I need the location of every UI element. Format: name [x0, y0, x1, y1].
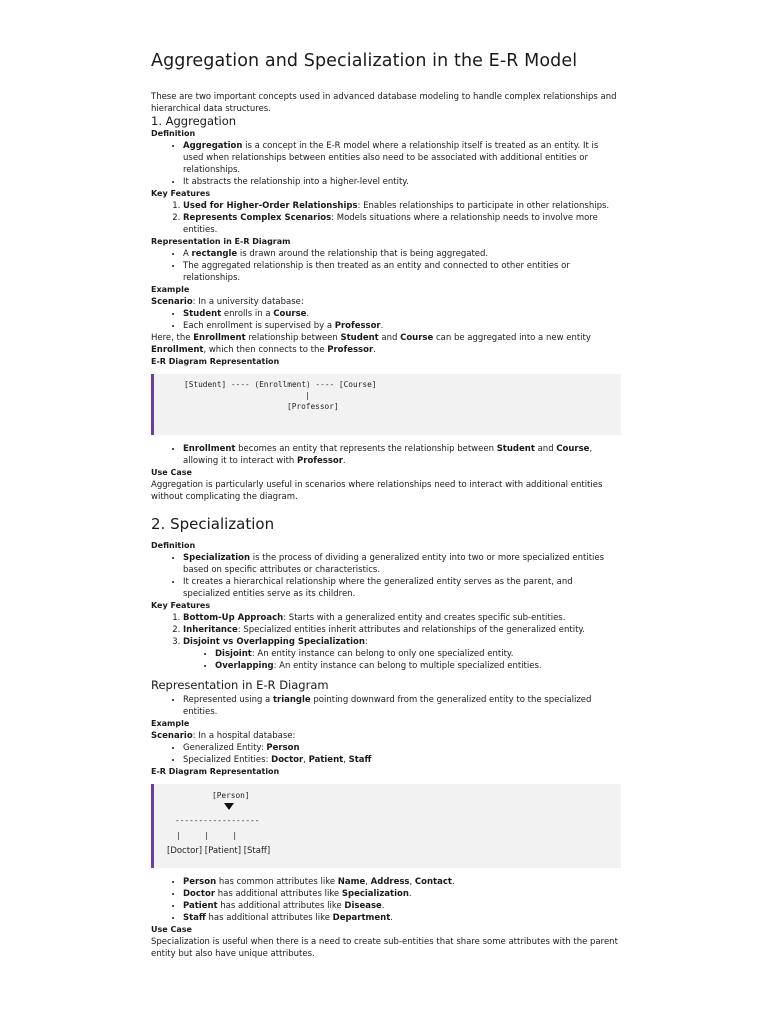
specialization-representation-heading: Representation in E-R Diagram: [151, 678, 329, 692]
list-item: 1. Bottom-Up Approach: Starts with a generalized entity and creates specific sub-entities.: [183, 612, 621, 624]
list-item: 2. Inheritance: Specialized entities inherit attributes and relationships of the generalized entity.: [183, 624, 621, 636]
list-item: • Each enrollment is supervised by a Professor.: [183, 320, 621, 332]
aggregation-representation-list: [151, 248, 621, 284]
aggregation-features-list: [151, 200, 621, 236]
aggregation-representation-label: Representation in E-R Diagram: [151, 237, 291, 246]
aggregation-features-label: Key Features: [151, 189, 211, 198]
aggregation-explanation: Here, the Enrollment relationship between Student and Course can be aggregated into a new entity Enrollment, which then connects to the Professor.: [151, 333, 591, 355]
aggregation-definition-list: [151, 140, 621, 188]
aggregation-example-list: [151, 308, 621, 332]
specialization-example-label: Example: [151, 719, 190, 728]
list-item: • Specialized Entities: Doctor, Patient, Staff: [183, 754, 621, 766]
page-title: Aggregation and Specialization in the E-R Model: [151, 51, 578, 71]
document-page: [151, 50, 621, 960]
specialization-subtype-list: [183, 648, 621, 672]
specialization-definition-label: Definition: [151, 541, 196, 550]
specialization-usecase-text: Specialization is useful when there is a need to create sub-entities that share some attributes with the parent entity but also have unique attributes.: [151, 937, 618, 959]
specialization-heading: 2. Specialization: [151, 515, 275, 533]
aggregation-note-list: [151, 443, 621, 467]
specialization-features-label: Key Features: [151, 601, 211, 610]
list-item: • A rectangle is drawn around the relationship that is being aggregated.: [183, 248, 621, 260]
list-item: • Patient has additional attributes like Disease.: [183, 900, 621, 912]
intro-paragraph: These are two important concepts used in advanced database modeling to handle complex relationships and hierarchical data structures.: [151, 92, 617, 114]
list-item: • Aggregation is a concept in the E-R model where a relationship itself is treated as an entity. It is used when relationships between entities also need to be associated with additional entities or relationships.: [183, 140, 621, 176]
triangle-down-icon: [224, 803, 234, 810]
list-item: • Disjoint: An entity instance can belong to only one specialized entity.: [215, 648, 621, 660]
list-item: • It abstracts the relationship into a higher-level entity.: [183, 176, 621, 188]
aggregation-diagram-label: E-R Diagram Representation: [151, 357, 280, 366]
code-line: ------------------: [175, 816, 260, 825]
code-line: [Professor]: [287, 402, 339, 411]
specialization-usecase-label: Use Case: [151, 925, 192, 934]
specialization-diagram-label: E-R Diagram Representation: [151, 767, 280, 776]
aggregation-usecase-text: Aggregation is particularly useful in scenarios where relationships need to interact with additional entities without complicating the diagram.: [151, 480, 603, 502]
code-line: | | |: [176, 831, 238, 840]
list-item: 2. Represents Complex Scenarios: Models situations where a relationship needs to involve more entities.: [183, 212, 621, 236]
list-item: • Person has common attributes like Name, Address, Contact.: [183, 876, 621, 888]
list-item: • The aggregated relationship is then treated as an entity and connected to other entities or relationships.: [183, 260, 621, 284]
list-item: • Staff has additional attributes like Department.: [183, 912, 621, 924]
specialization-example-list: [151, 742, 621, 766]
list-item: • It creates a hierarchical relationship where the generalized entity serves as the parent, and specialized entities serve as its children.: [183, 576, 621, 600]
aggregation-definition-label: Definition: [151, 129, 196, 138]
code-line: [Doctor] [Patient] [Staff]: [167, 846, 271, 856]
specialization-features-list: [151, 612, 621, 672]
code-line: [Person]: [212, 791, 250, 800]
specialization-definition-list: [151, 552, 621, 600]
specialization-representation-list: [151, 694, 621, 718]
list-item: • Generalized Entity: Person: [183, 742, 621, 754]
aggregation-usecase-label: Use Case: [151, 468, 192, 477]
list-item: • Enrollment becomes an entity that represents the relationship between Student and Course, allowing it to interact with Professor.: [183, 443, 621, 467]
specialization-code-block: [151, 784, 621, 868]
aggregation-example-label: Example: [151, 285, 190, 294]
list-item: 1. Used for Higher-Order Relationships: Enables relationships to participate in other relationships.: [183, 200, 621, 212]
code-line: |: [305, 391, 310, 400]
list-item: • Specialization is the process of dividing a generalized entity into two or more specialized entities based on specific attributes or characteristics.: [183, 552, 621, 576]
specialization-scenario: Scenario: In a hospital database:: [151, 731, 296, 741]
aggregation-code-block: [151, 374, 621, 435]
code-line: [Student] ---- (Enrollment) ---- [Course]: [184, 380, 377, 389]
list-item: • Overlapping: An entity instance can belong to multiple specialized entities.: [215, 660, 621, 672]
aggregation-scenario: Scenario: In a university database:: [151, 297, 304, 307]
code-line: [167, 801, 621, 815]
list-item: • Doctor has additional attributes like Specialization.: [183, 888, 621, 900]
specialization-attributes-list: [151, 876, 621, 924]
list-item: 3. Disjoint vs Overlapping Specialization: • Disjoint: An entity instance can belong to only one specialized entity. • Overlapping: An entity instance can belong to multiple specialized entities.: [183, 636, 621, 672]
aggregation-heading: 1. Aggregation: [151, 114, 237, 128]
list-item: • Student enrolls in a Course.: [183, 308, 621, 320]
list-item: • Represented using a triangle pointing downward from the generalized entity to the specialized entities.: [183, 694, 621, 718]
